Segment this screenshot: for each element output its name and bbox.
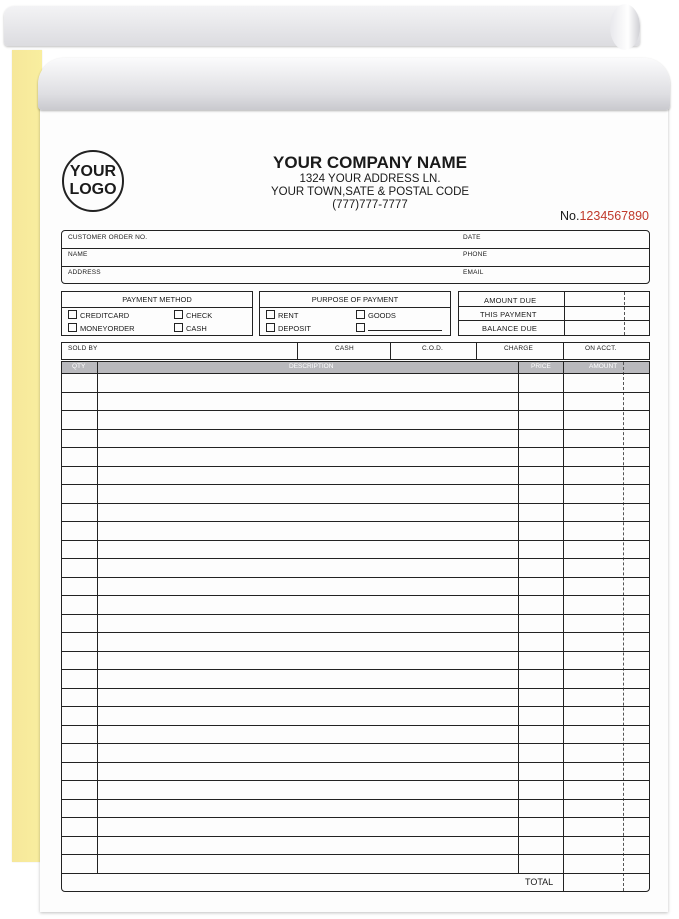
table-row-line	[62, 521, 649, 522]
amount-header: AMOUNT	[589, 363, 618, 370]
table-row-line	[62, 651, 649, 652]
table-row-line	[62, 503, 649, 504]
table-row-line	[62, 743, 649, 744]
email-label: EMAIL	[463, 269, 484, 276]
this-payment-label: THIS PAYMENT	[480, 310, 537, 319]
checkbox[interactable]	[68, 323, 77, 332]
table-row-line	[62, 410, 649, 411]
table-row-line	[62, 706, 649, 707]
company-address: 1324 YOUR ADDRESS LN.	[299, 173, 441, 185]
checkbox[interactable]	[356, 310, 365, 319]
document-number-prefix: No.	[560, 209, 580, 223]
cod-label: C.O.D.	[422, 345, 444, 352]
date-label: DATE	[463, 234, 481, 241]
table-row-line	[62, 447, 649, 448]
address-label: ADDRESS	[68, 269, 101, 276]
purpose-of-payment-title: PURPOSE OF PAYMENT	[311, 295, 399, 304]
amount-column-divider	[563, 362, 564, 891]
option-cash[interactable]: CASH	[174, 323, 207, 333]
sold-by-label: SOLD BY	[68, 345, 98, 352]
amount-due-label: AMOUNT DUE	[484, 296, 537, 305]
option-goods[interactable]: GOODS	[356, 310, 396, 320]
table-row-line	[62, 632, 649, 633]
description-header: DESCRIPTION	[289, 363, 334, 370]
option-creditcard[interactable]: CREDITCARD	[68, 310, 129, 320]
back-sheet-curl	[610, 4, 640, 50]
other-blank-line	[368, 330, 442, 331]
table-row-line	[62, 780, 649, 781]
table-row-line	[62, 595, 649, 596]
qty-header: QTY	[72, 363, 86, 370]
table-row-line	[62, 669, 649, 670]
checkbox[interactable]	[266, 323, 275, 332]
company-header	[180, 153, 560, 212]
option-check[interactable]: CHECK	[174, 310, 212, 320]
yellow-carbon-copy	[12, 50, 42, 862]
amounts-box	[458, 291, 650, 336]
table-row-line	[62, 817, 649, 818]
table-row-line	[62, 558, 649, 559]
table-row-line	[62, 373, 649, 374]
on-acct-label: ON ACCT.	[585, 345, 617, 352]
option-other[interactable]	[356, 323, 368, 333]
price-header: PRICE	[531, 363, 551, 370]
checkbox[interactable]	[174, 310, 183, 319]
back-sheet	[4, 6, 640, 46]
table-row-line	[62, 429, 649, 430]
payment-method-box	[61, 291, 253, 336]
price-column-divider	[518, 362, 519, 873]
customer-order-label: CUSTOMER ORDER NO.	[68, 234, 148, 241]
table-row-line	[62, 540, 649, 541]
checkbox[interactable]	[174, 323, 183, 332]
table-row-line	[62, 466, 649, 467]
phone-label: PHONE	[463, 251, 488, 258]
total-label: TOTAL	[525, 877, 554, 887]
front-sheet-curl	[38, 58, 670, 110]
checkbox[interactable]	[266, 310, 275, 319]
sold-by-row	[61, 342, 650, 360]
cash-label: CASH	[335, 345, 354, 352]
logo-placeholder: YOUR LOGO	[62, 150, 124, 212]
balance-due-label: BALANCE DUE	[482, 324, 538, 333]
table-row-line	[62, 799, 649, 800]
customer-info-box	[61, 230, 650, 284]
table-row-line	[62, 836, 649, 837]
table-row-line	[62, 854, 649, 855]
company-city: YOUR TOWN,SATE & POSTAL CODE	[270, 186, 470, 198]
table-row-line	[62, 392, 649, 393]
table-row-line	[62, 484, 649, 485]
checkbox[interactable]	[356, 323, 365, 332]
payment-method-title: PAYMENT METHOD	[122, 295, 192, 304]
name-label: NAME	[68, 251, 88, 258]
option-rent[interactable]: RENT	[266, 310, 298, 320]
table-row-line	[62, 762, 649, 763]
document-number	[560, 209, 649, 223]
checkbox[interactable]	[68, 310, 77, 319]
table-row-line	[62, 873, 649, 874]
line-items-table	[61, 361, 650, 892]
company-name: YOUR COMPANY NAME	[273, 153, 467, 172]
table-row-line	[62, 688, 649, 689]
document-number-value: 1234567890	[579, 209, 649, 223]
table-row-line	[62, 614, 649, 615]
purpose-of-payment-box	[259, 291, 451, 336]
company-phone: (777)777-7777	[332, 199, 408, 211]
qty-column-divider	[97, 362, 98, 873]
cents-divider	[623, 362, 624, 891]
table-row-line	[62, 725, 649, 726]
option-moneyorder[interactable]: MONEYORDER	[68, 323, 135, 333]
table-row-line	[62, 577, 649, 578]
charge-label: CHARGE	[504, 345, 534, 352]
option-deposit[interactable]: DEPOSIT	[266, 323, 311, 333]
